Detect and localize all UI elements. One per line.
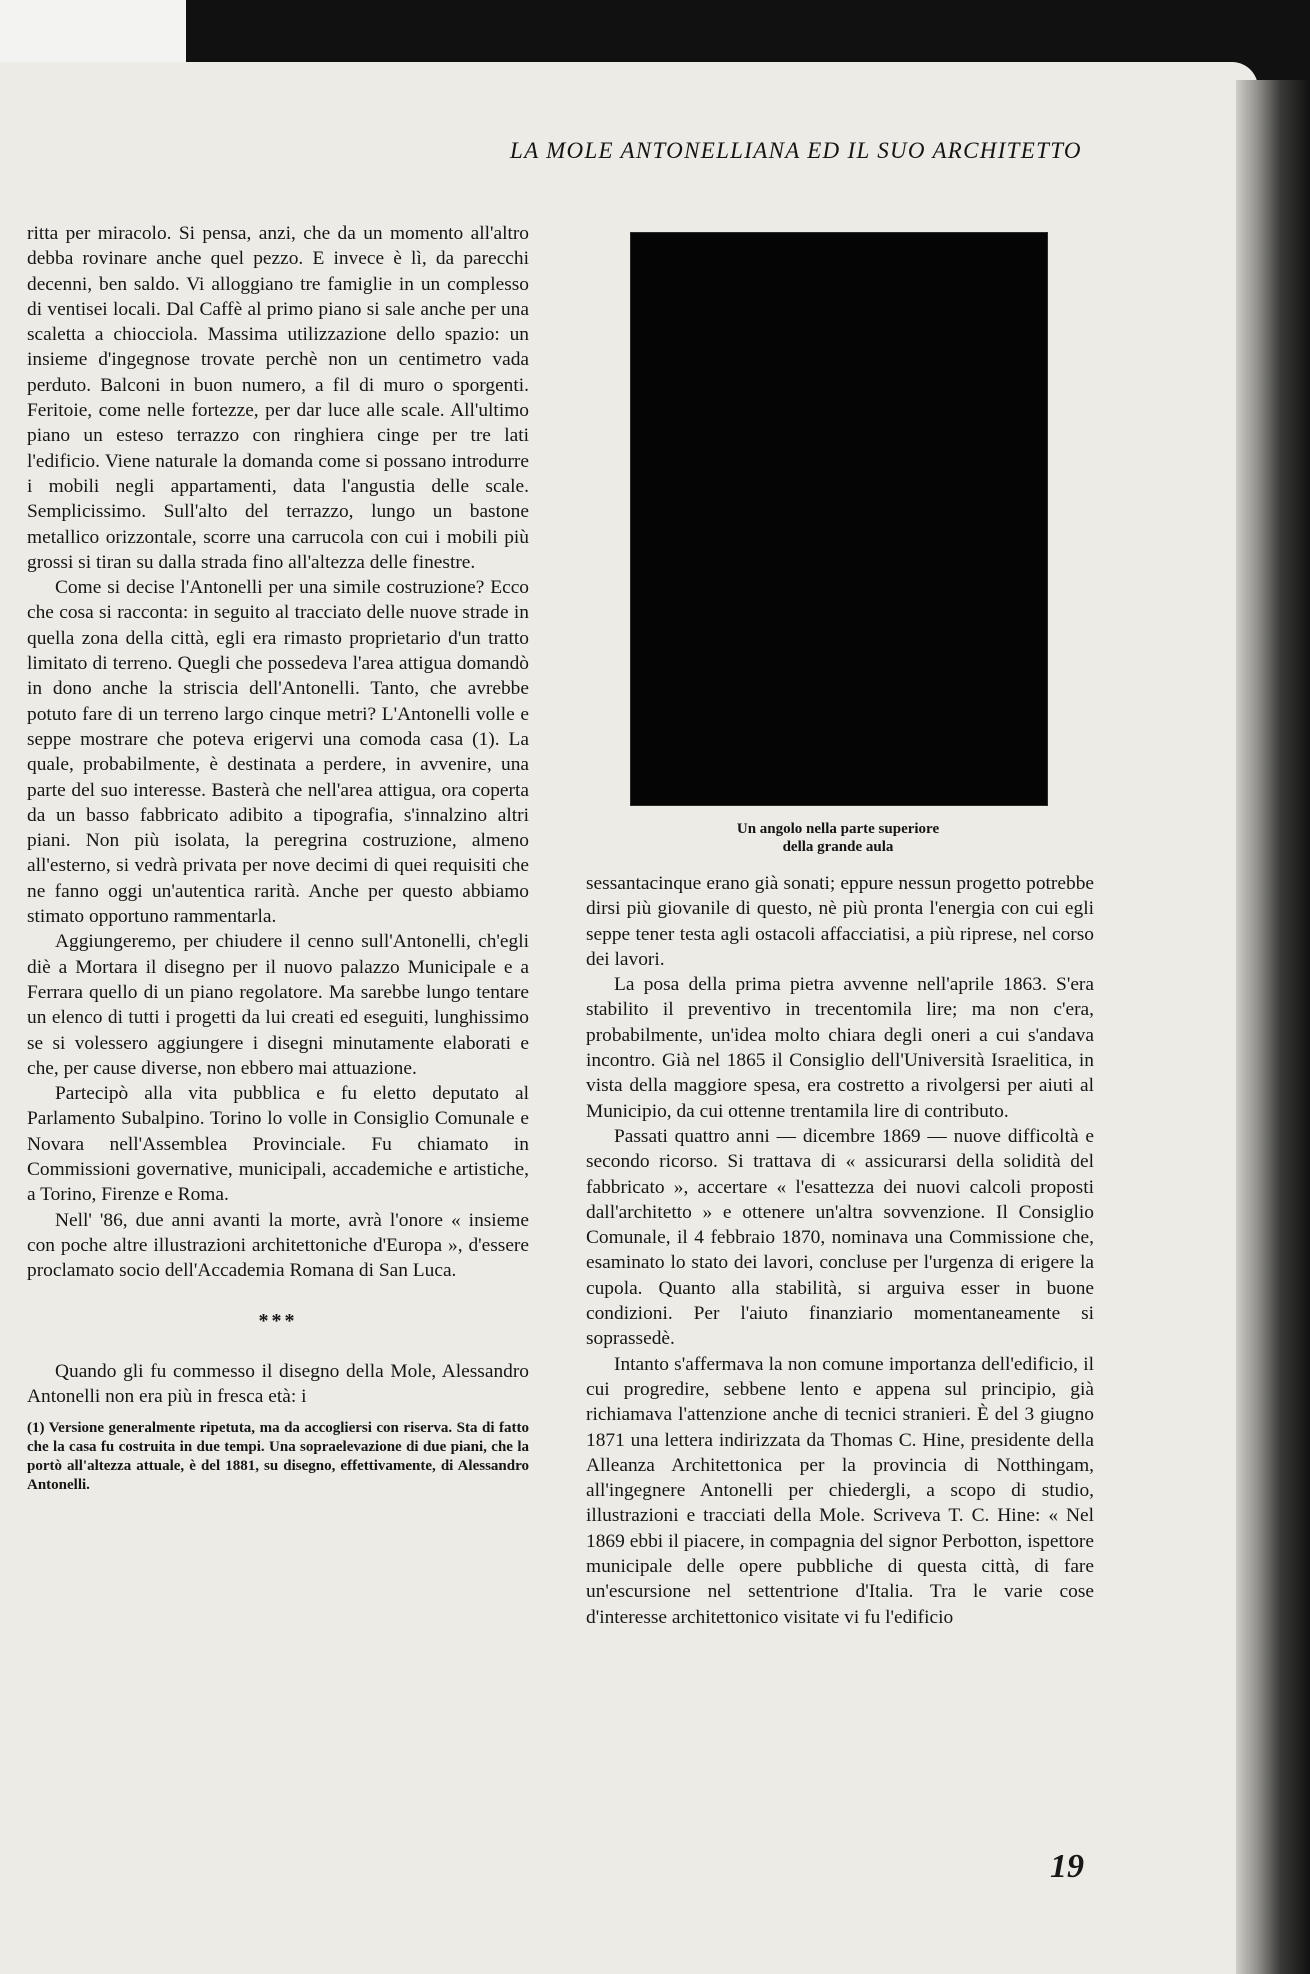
caption-line: della grande aula [782, 839, 894, 855]
left-column [27, 221, 529, 1495]
photo-dark-interior [630, 232, 1048, 806]
paragraph: Nell' '86, due anni avanti la morte, avrà l'onore « insieme con poche altre illustrazioni architettoniche d'Europa », d'essere proclamato socio dell'Accademia Romana di San Luca. [27, 1209, 529, 1282]
caption-line: Un angolo nella parte superiore [736, 821, 940, 837]
footnote: (1) Versione generalmente ripetuta, ma da accogliersi con riserva. Sta di fatto che la casa fu costruita in due tempi. Una sopraelevazione di due piani, che la portò all'altezza attuale, è del 1881, su disegno, effettivamente, di Alessandro Antonelli. [27, 1420, 529, 1494]
page-number: 19 [1050, 1848, 1084, 1885]
photo-caption [630, 820, 1046, 856]
paragraph: ritta per miracolo. Si pensa, anzi, che da un momento all'altro debba rovinare anche quel pezzo. E invece è lì, da parecchi decenni, ben saldo. Vi alloggiano tre famiglie in un complesso di ventisei locali. Dal Caffè al primo piano si sale anche per una scaletta a chiocciola. Massima utilizzazione dello spazio: un insieme d'ingegnose trovate perchè non un centimetro vada perduto. Balconi in buon numero, a fil di muro o sporgenti. Feritoie, come nelle fortezze, per dar luce alle scale. All'ultimo piano un esteso terrazzo con ringhiera cinge per tre lati l'edificio. Viene naturale la domanda come si possano introdurre i mobili negli appartamenti, data l'angustia delle scale. Semplicissimo. Sull'alto del terrazzo, lungo un bastone metallico orizzontale, scorre una carrucola con cui i mobili più grossi si tiran su dalla strada fino all'altezza delle finestre. [27, 223, 529, 573]
running-title: LA MOLE ANTONELLIANA ED IL SUO ARCHITETTO [510, 138, 1082, 163]
paragraph: Aggiungeremo, per chiudere il cenno sull'Antonelli, ch'egli diè a Mortara il disegno per il nuovo palazzo Municipale e a Ferrara quello di un piano regolatore. Ma sarebbe lungo tentare un elenco di tutti i progetti da lui creati ed eseguiti, lunghissimo se si volessero aggiungere i disegni minutamente elaborati e che, per cause diverse, non ebbero mai attuazione. [27, 931, 529, 1079]
paragraph: Partecipò alla vita pubblica e fu eletto deputato al Parlamento Subalpino. Torino lo volle in Consiglio Comunale e Novara nell'Assemblea Provinciale. Fu chiamato in Commissioni governative, municipali, accademiche e artistiche, a Torino, Firenze e Roma. [27, 1083, 529, 1206]
paragraph: Intanto s'affermava la non comune importanza dell'edificio, il cui progredire, sebbene lento e appena sul principio, già richiamava l'attenzione anche di tecnici stranieri. È del 3 giugno 1871 una lettera indirizzata da Thomas C. Hine, presidente della Alleanza Architettonica per la provincia di Notthingam, all'ingegnere Antonelli per chiedergli, a scopo di studio, illustrazioni e tracciati della Mole. Scriveva T. C. Hine: « Nel 1869 ebbi il piacere, in compagnia del signor Perbotton, ispettore municipale delle opere pubbliche di questa città, di fare un'escursione nel settentrione d'Italia. Tra le varie cose d'interesse architettonico visitate vi fu l'edificio [586, 1353, 1094, 1628]
section-separator: *** [258, 1310, 298, 1333]
paragraph: Come si decise l'Antonelli per una simile costruzione? Ecco che cosa si racconta: in seguito al tracciato delle nuove strade in quella zona della città, egli era rimasto proprietario d'un tratto limitato di terreno. Quegli che possedeva l'area attigua domandò in dono anche la striscia dell'Antonelli. Tanto, che avrebbe potuto fare di un terreno largo cinque metri? L'Antonelli volle e seppe mostrare che poteva erigervi una comoda casa (1). La quale, probabilmente, è destinata a perdere, in avvenire, una parte del suo interesse. Basterà che nell'area attigua, ora coperta da un basso fabbricato adibito a tipografia, s'innalzino altri piani. Non più isolata, la peregrina costruzione, almeno all'esterno, si vedrà privata per nove decimi di quei requisiti che ne fanno oggi un'autentica rarità. Anche per questo abbiamo stimato opportuno rammentarla. [27, 577, 529, 928]
scan-corner-white [0, 0, 186, 62]
paragraph: Passati quattro anni — dicembre 1869 — nuove difficoltà e secondo ricorso. Si trattava di « assicurarsi della solidità del fabbricato », accertare « l'esattezza dei nuovi calcoli proposti dall'architetto » e ottenere un'altra sovvenzione. Il Consiglio Comunale, il 4 febbraio 1870, nominava una Commissione che, esaminato lo stato dei lavori, concluse per l'urgenza di erigere la cupola. Quanto alla stabilità, si arguiva esser in buone condizioni. Per l'aiuto finanziario momentaneamente si soprassedè. [586, 1125, 1094, 1350]
paragraph: Quando gli fu commesso il disegno della Mole, Alessandro Antonelli non era più in fresca età: i [27, 1360, 529, 1408]
paragraph: La posa della prima pietra avvenne nell'aprile 1863. S'era stabilito il preventivo in trecentomila lire; ma non c'era, probabilmente, un'idea molto chiara degli oneri a cui s'andava incontro. Già nel 1865 il Consiglio dell'Università Israelitica, in vista della maggiore spesa, era costretto a rivolgersi per aiuti al Municipio, da cui ottenne trentamila lire di contributo. [586, 974, 1094, 1122]
paragraph: sessantacinque erano già sonati; eppure nessun progetto potrebbe dirsi più giovanile di questo, nè più pronta l'energia con cui egli seppe tener testa agli ostacoli affacciatisi, a più riprese, nel corso dei lavori. [586, 873, 1094, 970]
book-gutter-edge [1236, 80, 1310, 1974]
right-column [586, 871, 1094, 1630]
